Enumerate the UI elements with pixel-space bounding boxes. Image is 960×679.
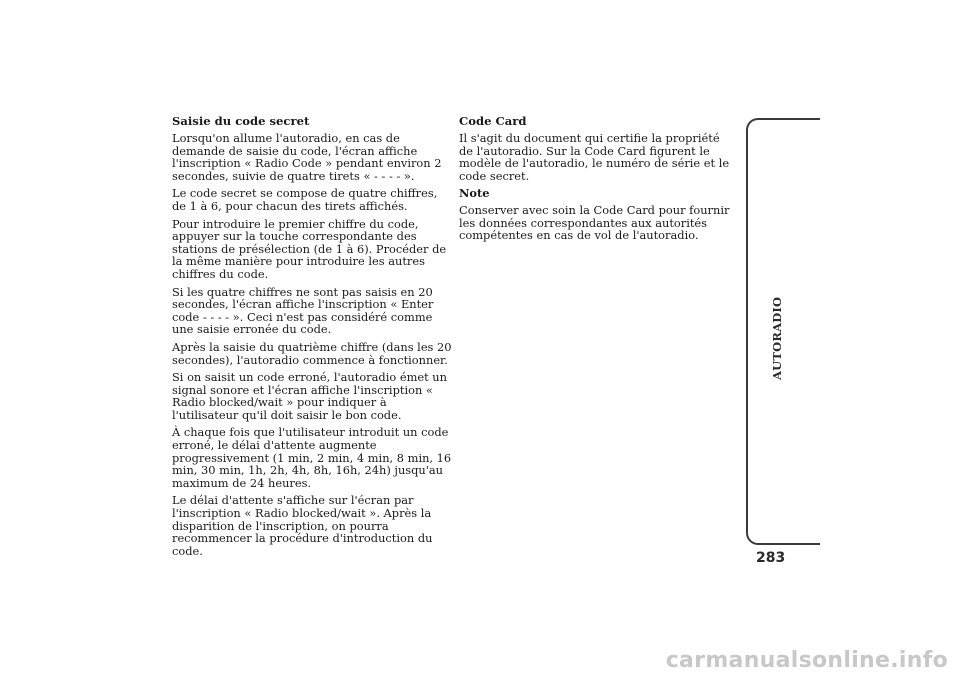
paragraph-1: Lorsqu'on allume l'autoradio, en cas de demande de saisie du code, l'écran affiche l'inscription « Radio Code » pendant environ 2 secondes, suivie de quatre tirets « - - - - ». <box>172 131 442 183</box>
code-card-paragraph: Il s'agit du document qui certifie la propriété de l'autoradio. Sur la Code Card figurent le modèle de l'autoradio, le numéro de série et le code secret. <box>459 131 730 183</box>
note-text: Conserver avec soin la Code Card pour fournir les données correspondantes aux autorités compétentes en cas de vol de l'autoradio. <box>459 202 730 243</box>
paragraph-4: Si les quatre chiffres ne sont pas saisis en 20 secondes, l'écran affiche l'inscription « Enter code - - - - ». Ceci n'est pas considéré comme une saisie erronée du code. <box>172 284 434 337</box>
chapter-tab-label: AUTORADIO <box>770 296 784 380</box>
paragraph-7: À chaque fois que l'utilisateur introduit un code erroné, le délai d'attente augmente progressivement (1 min, 2 min, 4 min, 8 min, 16 min, 30 min, 1h, 2h, 4h, 8h, 16h, 24h) jusqu'au maximum de 24 heures. <box>172 425 452 490</box>
paragraph-6: Si on saisit un code erroné, l'autoradio émet un signal sonore et l'écran affiche l'inscription « Radio blocked/wait » pour indiquer à l'utilisateur qu'il doit saisir le bon code. <box>172 370 447 422</box>
paragraph-3: Pour introduire le premier chiffre du code, appuyer sur la touche correspondante des stations de présélection (de 1 à 6). Procéder de la même manière pour introduire les autres chiffres du code. <box>172 216 447 281</box>
section-heading-code-card: Code Card <box>459 114 527 128</box>
paragraph-5: Après la saisie du quatrième chiffre (dans les 20 secondes), l'autoradio commence à fonctionner. <box>172 339 452 367</box>
left-column <box>172 115 452 562</box>
watermark: carmanualsonline.info <box>665 648 948 673</box>
note-title: Note <box>459 186 490 201</box>
section-heading-code-secret: Saisie du code secret <box>172 114 310 128</box>
paragraph-2: Le code secret se compose de quatre chiffres, de 1 à 6, pour chacun des tirets affichés. <box>172 186 438 213</box>
page-number: 283 <box>756 550 786 566</box>
right-column <box>459 115 734 247</box>
paragraph-8: Le délai d'attente s'affiche sur l'écran par l'inscription « Radio blocked/wait ». Après la disparition de l'inscription, on pourra recommencer la procédure d'introduction du code. <box>172 493 433 558</box>
